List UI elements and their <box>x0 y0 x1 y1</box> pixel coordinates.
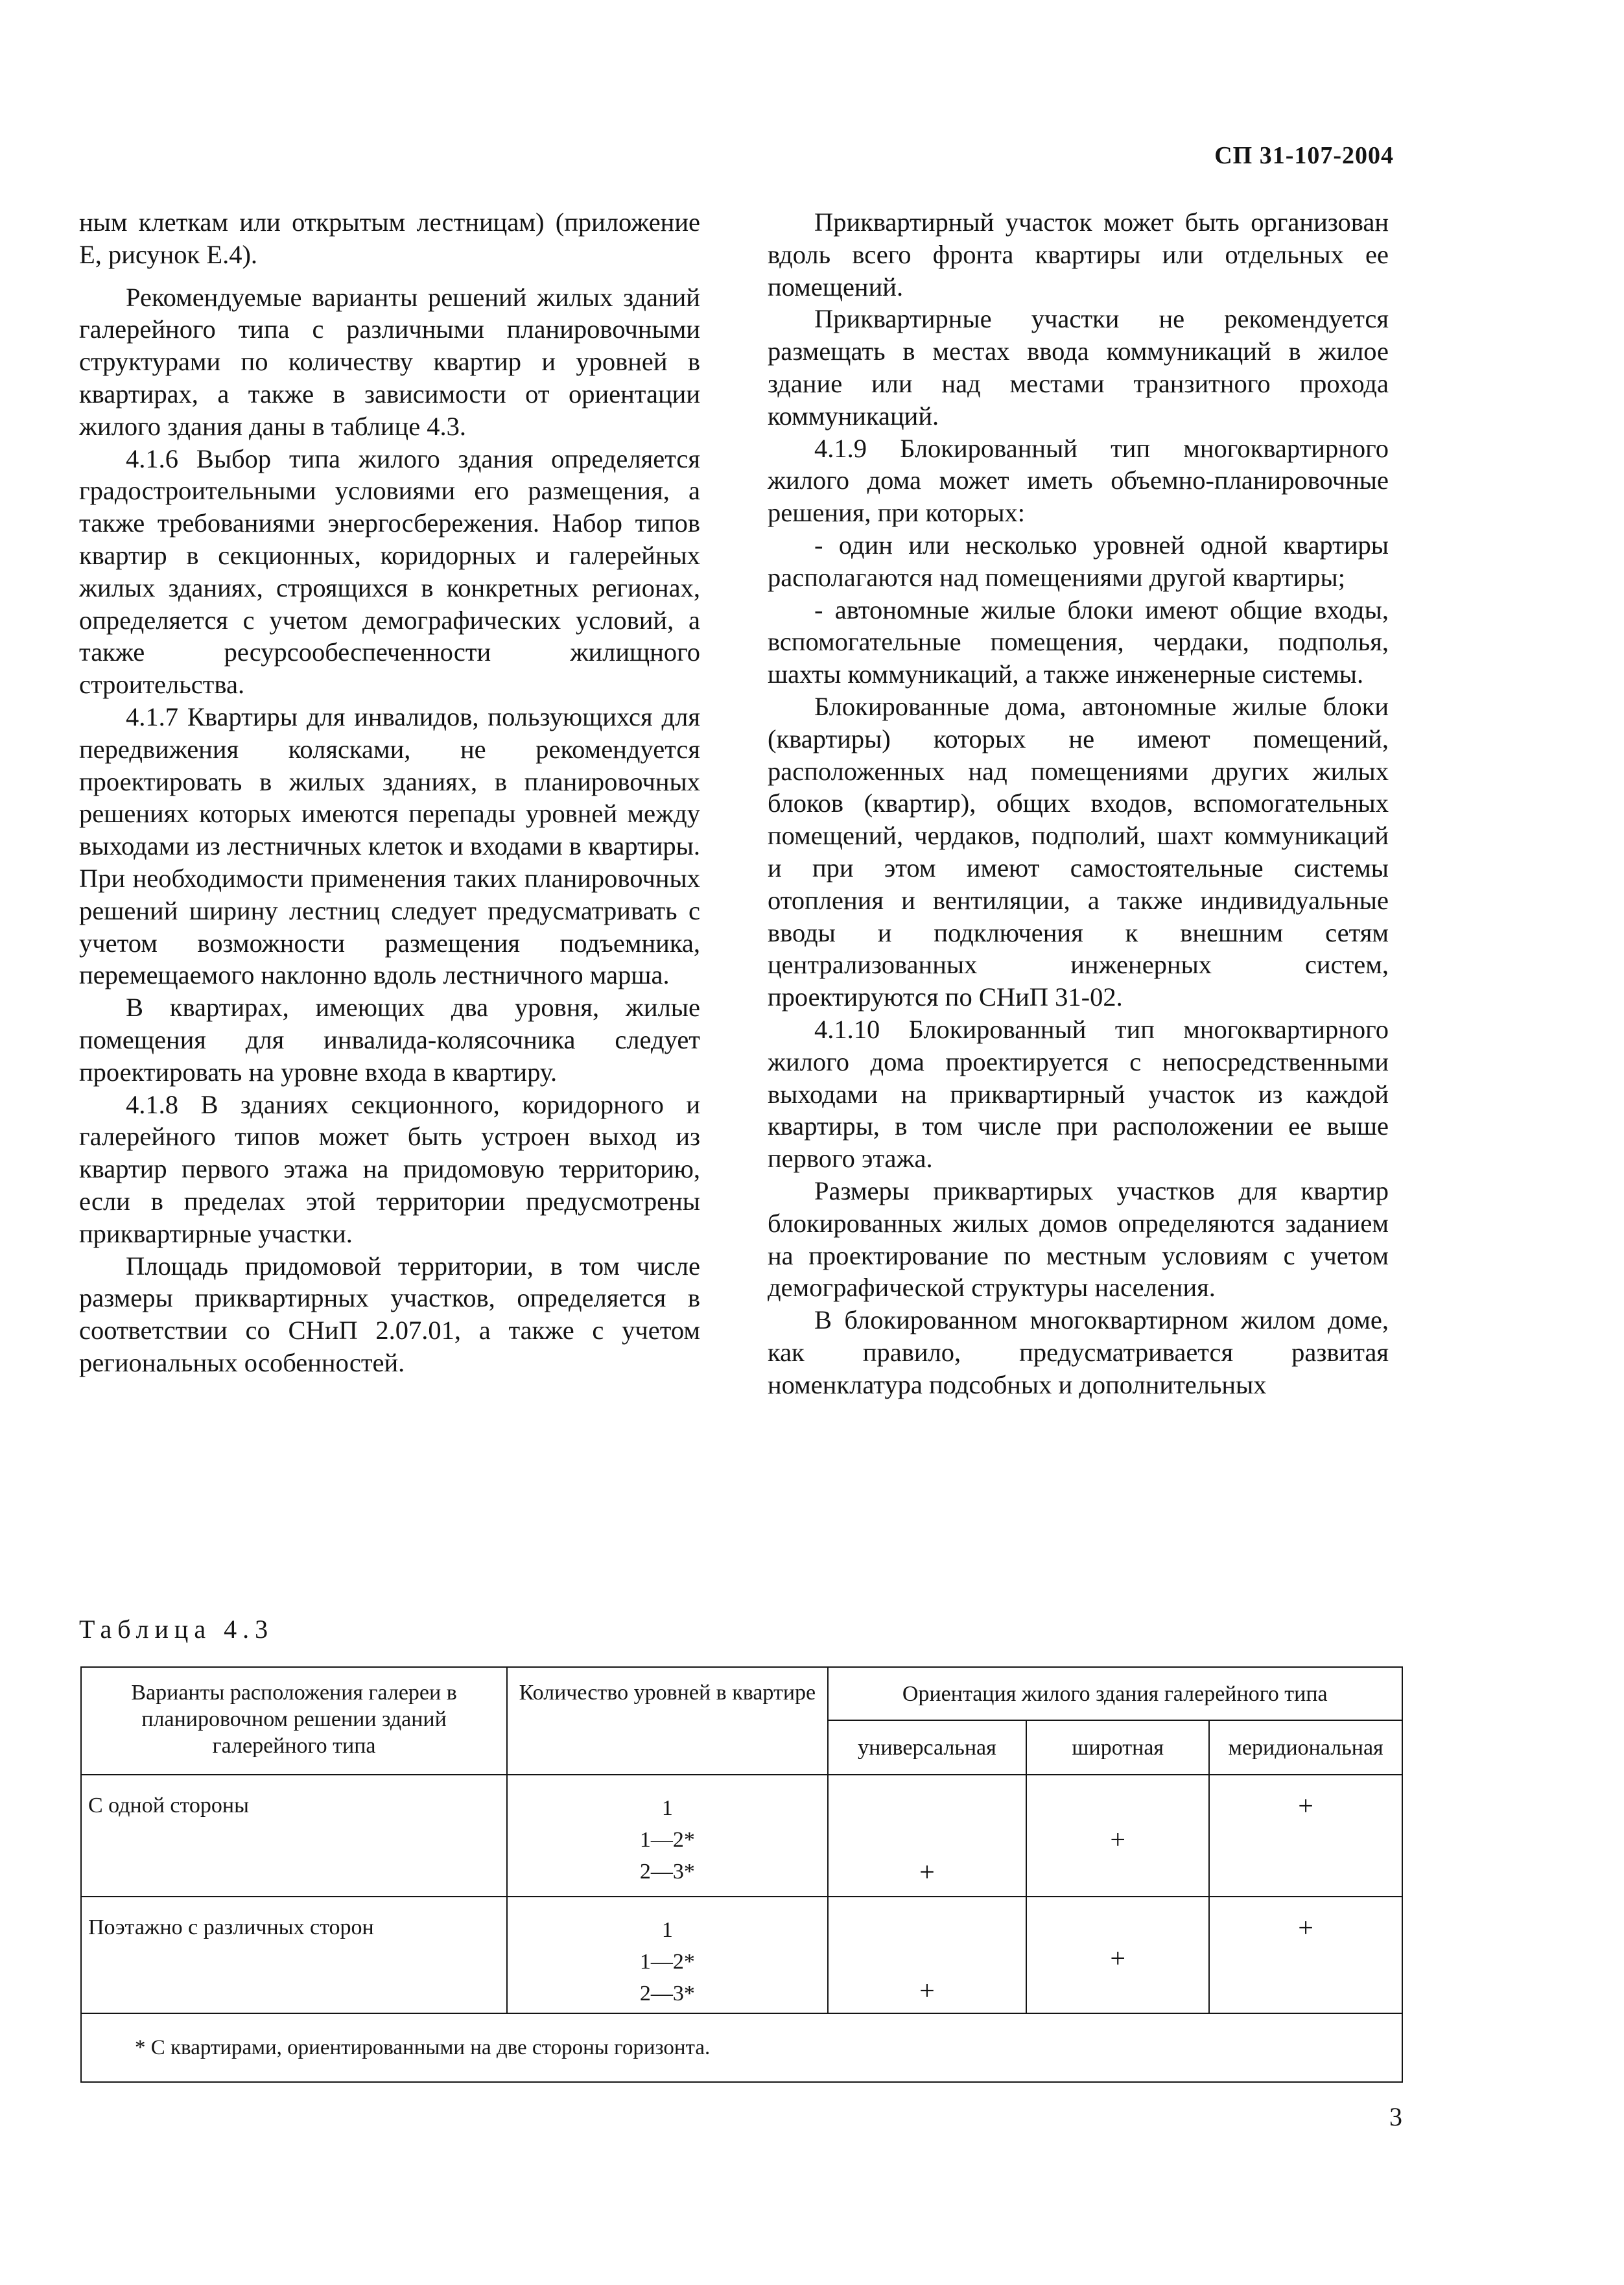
meridional-cell <box>1209 1775 1402 1897</box>
paragraph: - автономные жилые блоки имеют общие входы, вспомогательные помещения, чердаки, подполья, шахты коммуникаций, а также инженерные системы. <box>768 595 1389 689</box>
gallery-variants-table <box>80 1666 1403 2083</box>
column-header-gallery-variants: Варианты расположения галереи в планировочном решении зданий галерейного типа <box>81 1667 507 1775</box>
paragraph: 4.1.10 Блокированный тип многоквартирного жилого дома проектируется с непосредственными выходами на приквартирный участок из каждой квартиры, в том числе при расположении ее выше первого этажа. <box>768 1014 1389 1174</box>
universal-cell <box>828 1897 1027 2013</box>
levels-cell <box>507 1897 827 2013</box>
plus-mark: + <box>1298 1792 1313 1821</box>
plus-mark: + <box>1110 1825 1126 1855</box>
plus-mark: + <box>919 1858 935 1888</box>
paragraph: 4.1.6 Выбор типа жилого здания определяется градостроительными условиями его размещения, а также требованиями энергосбережения. Набор типов квартир в секционных, коридорных и галерейных жилых зданиях, строящихся в конкретных регионах, определяется с учетом демографических условий, а также ресурсообеспеченности жилищного строительства. <box>79 444 700 700</box>
latitudinal-cell <box>1026 1897 1209 2013</box>
level-value: 2—3* <box>639 1860 695 1884</box>
level-value: 1 <box>661 1918 673 1942</box>
paragraph: 4.1.9 Блокированный тип многоквартирного жилого дома может иметь объемно-планировочные решения, при которых: <box>768 433 1389 528</box>
column-header-levels: Количество уровней в квартире <box>507 1667 827 1775</box>
paragraph: В квартирах, имеющих два уровня, жилые помещения для инвалида-колясочника следует проектировать на уровне входа в квартиру. <box>79 993 700 1087</box>
paragraph: Рекомендуемые варианты решений жилых зданий галерейного типа с различными планировочными структурами по количеству квартир и уровней в квартирах, а также в зависимости от ориентации жилого здания даны в таблице 4.3. <box>79 282 700 441</box>
page-number: 3 <box>1389 2102 1402 2131</box>
column-header-latitudinal: широтная <box>1026 1720 1209 1775</box>
row-label: Поэтажно с различных сторон <box>81 1897 507 2013</box>
paragraph: 4.1.8 В зданиях секционного, коридорного и галерейного типов может быть устроен выход из квартир первого этажа на придомовую территорию, если в пределах этой территории предусмотрены приквартирные участки. <box>79 1089 700 1248</box>
universal-cell <box>828 1775 1027 1897</box>
left-text-column <box>79 206 700 1379</box>
table-footnote: * С квартирами, ориентированными на две стороны горизонта. <box>81 2013 1402 2082</box>
paragraph: Приквартирные участки не рекомендуется размещать в местах ввода коммуникаций в жилое здание или над местами транзитного прохода коммуникаций. <box>768 304 1389 431</box>
document-code: СП 31-107-2004 <box>1214 142 1394 169</box>
plus-mark: + <box>919 1976 935 2006</box>
paragraph: Размеры приквартирых участков для квартир блокированных жилых домов определяются заданием на проектирование по местным условиям с учетом демографической структуры населения. <box>768 1176 1389 1303</box>
table-row <box>81 1775 1402 1897</box>
level-value: 1—2* <box>639 1950 695 1974</box>
levels-cell <box>507 1775 827 1897</box>
level-value: 1 <box>661 1796 673 1820</box>
paragraph: В блокированном многоквартирном жилом доме, как правило, предусматривается развитая номенклатура подсобных и дополнительных <box>768 1305 1389 1399</box>
table-row <box>81 1897 1402 2013</box>
paragraph: Блокированные дома, автономные жилые блоки (квартиры) которых не имеют помещений, расположенных над помещениями других жилых блоков (квартир), общих входов, вспомогательных помещений, чердаков, подполий, шахт коммуникаций и при этом имеют самостоятельные системы отопления и вентиляции, а также индивидуальные вводы и подключения к внешним сетям централизованных инженерных систем, проектируются по СНиП 31-02. <box>768 691 1389 1012</box>
row-label: С одной стороны <box>81 1775 507 1897</box>
meridional-cell <box>1209 1897 1402 2013</box>
table-caption: Таблица 4.3 <box>79 1615 274 1644</box>
plus-mark: + <box>1110 1944 1126 1974</box>
level-value: 1—2* <box>639 1828 695 1852</box>
paragraph: ным клеткам или открытым лестницам) (приложение Е, рисунок Е.4). <box>79 207 700 269</box>
paragraph: - один или несколько уровней одной квартиры располагаются над помещениями другой квартиры; <box>768 530 1389 592</box>
column-header-universal: универсальная <box>828 1720 1027 1775</box>
plus-mark: + <box>1298 1913 1313 1943</box>
column-header-meridional: меридиональная <box>1209 1720 1402 1775</box>
paragraph: Площадь придомовой территории, в том числе размеры приквартирных участков, определяется в соответствии со СНиП 2.07.01, а также с учетом региональных особенностей. <box>79 1251 700 1377</box>
level-value: 2—3* <box>639 1982 695 2006</box>
paragraph: Приквартирный участок может быть организован вдоль всего фронта квартиры или отдельных ее помещений. <box>768 207 1389 302</box>
column-group-header-orientation: Ориентация жилого здания галерейного типа <box>828 1667 1402 1720</box>
latitudinal-cell <box>1026 1775 1209 1897</box>
paragraph: 4.1.7 Квартиры для инвалидов, пользующихся для передвижения колясками, не рекомендуется проектировать в жилых зданиях, в планировочных решениях которых имеются перепады уровней между выходами из лестничных клеток и входами в квартиры. При необходимости применения таких планировочных решений ширину лестниц следует предусматривать с учетом возможности размещения подъемника, перемещаемого наклонно вдоль лестничного марша. <box>79 702 700 990</box>
right-text-column <box>768 206 1389 1401</box>
